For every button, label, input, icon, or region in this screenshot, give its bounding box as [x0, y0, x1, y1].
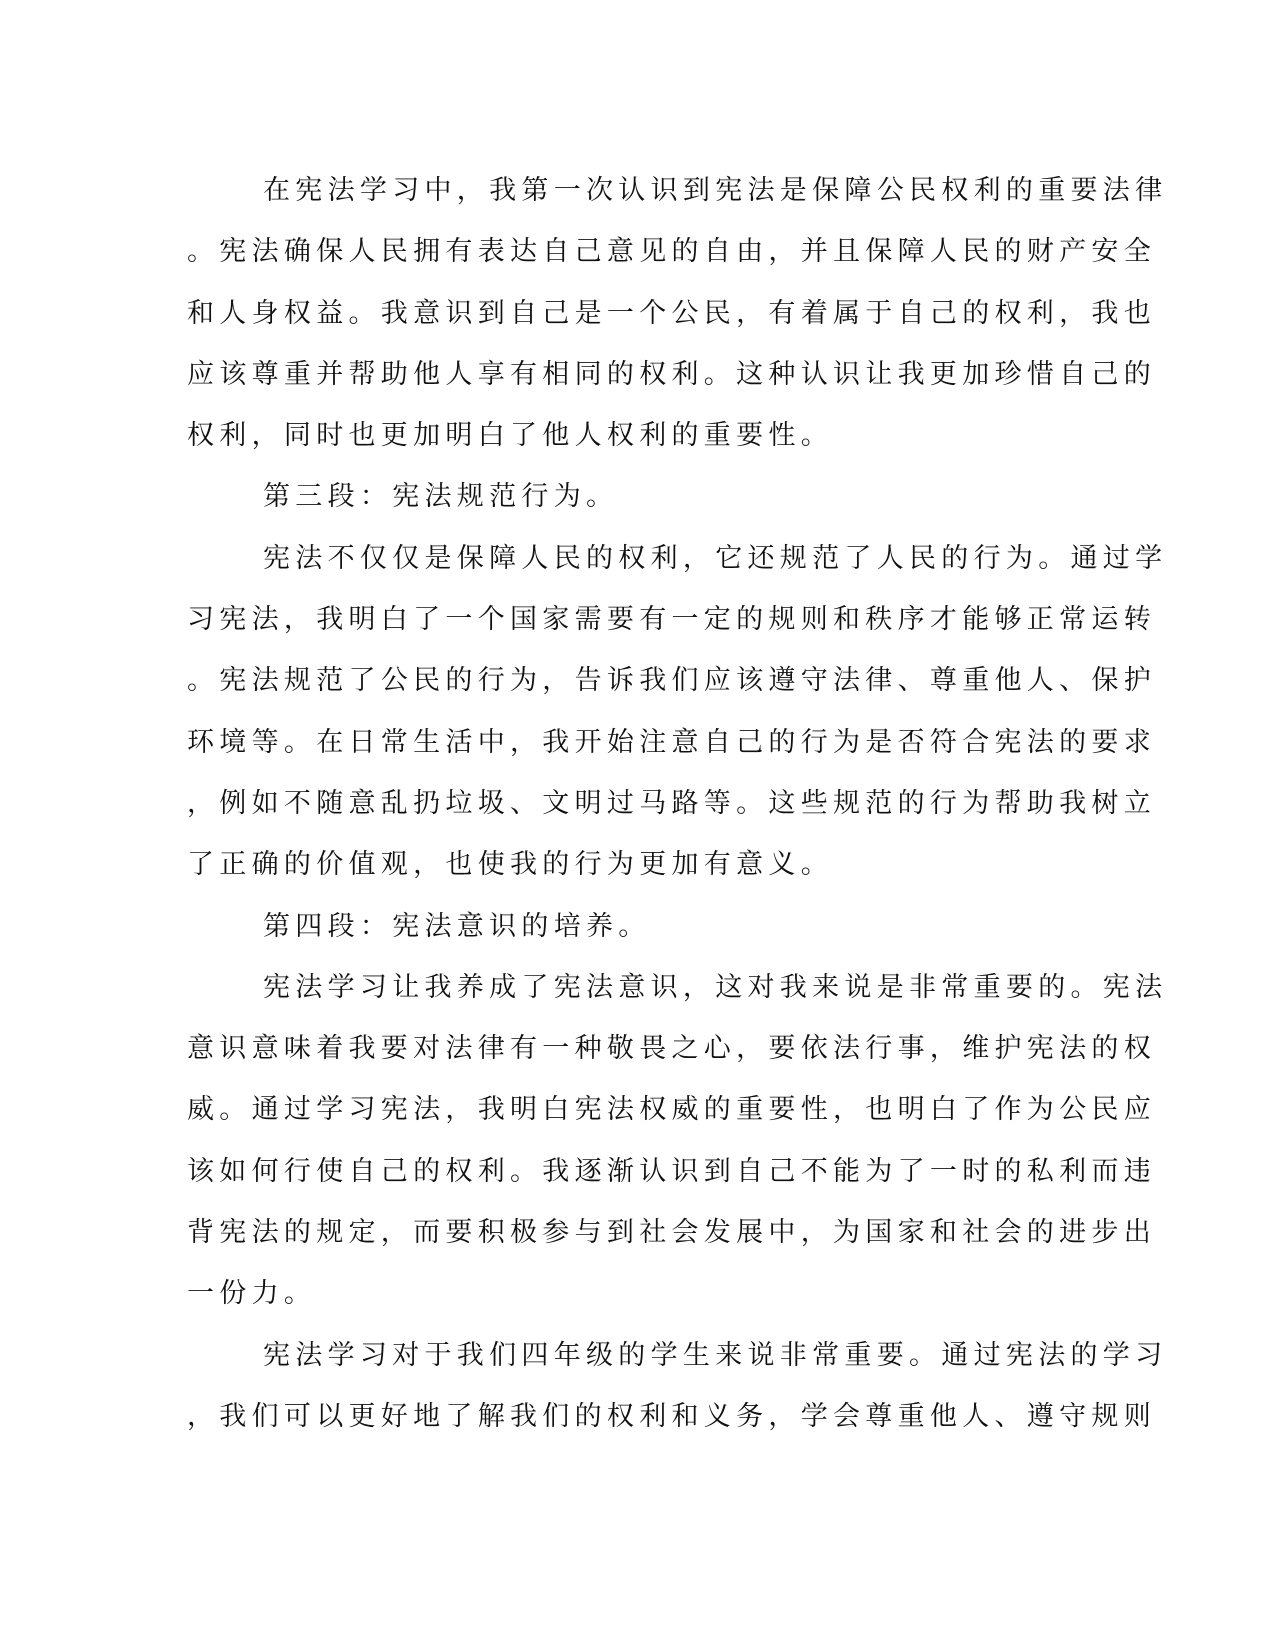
text-line: 宪法不仅仅是保障人民的权利，它还规范了人民的行为。通过学	[263, 542, 1168, 574]
text-line: 应该尊重并帮助他人享有相同的权利。这种认识让我更加珍惜自己的	[187, 358, 1156, 390]
text-line: 在宪法学习中，我第一次认识到宪法是保障公民权利的重要法律	[263, 175, 1168, 206]
text-line: 了正确的价值观，也使我的行为更加有意义。	[187, 849, 833, 881]
section-heading: 第三段：宪法规范行为。	[263, 481, 619, 513]
text-line: 宪法学习对于我们四年级的学生来说非常重要。通过宪法的学习	[263, 1339, 1168, 1371]
text-line: 。宪法确保人民拥有表达自己意见的自由，并且保障人民的财产安全	[187, 236, 1156, 268]
text-line: ，我们可以更好地了解我们的权利和义务，学会尊重他人、遵守规则	[187, 1400, 1156, 1432]
text-line: 背宪法的规定，而要积极参与到社会发展中，为国家和社会的进步出	[187, 1217, 1156, 1249]
text-line: 和人身权益。我意识到自己是一个公民，有着属于自己的权利，我也	[187, 297, 1156, 329]
text-line: 该如何行使自己的权利。我逐渐认识到自己不能为了一时的私利而违	[187, 1155, 1156, 1187]
text-line: 威。通过学习宪法，我明白宪法权威的重要性，也明白了作为公民应	[187, 1094, 1156, 1126]
text-line: 意识意味着我要对法律有一种敬畏之心，要依法行事，维护宪法的权	[187, 1033, 1156, 1065]
document-body	[187, 160, 1168, 1447]
text-line: 权利，同时也更加明白了他人权利的重要性。	[187, 420, 833, 452]
text-line: 宪法学习让我养成了宪法意识，这对我来说是非常重要的。宪法	[263, 971, 1168, 1003]
text-line: ，例如不随意乱扔垃圾、文明过马路等。这些规范的行为帮助我树立	[187, 787, 1156, 819]
text-line: 一份力。	[187, 1278, 317, 1310]
text-line: 环境等。在日常生活中，我开始注意自己的行为是否符合宪法的要求	[187, 726, 1156, 758]
section-heading: 第四段：宪法意识的培养。	[263, 910, 651, 942]
text-line: 。宪法规范了公民的行为，告诉我们应该遵守法律、尊重他人、保护	[187, 665, 1156, 697]
text-line: 习宪法，我明白了一个国家需要有一定的规则和秩序才能够正常运转	[187, 604, 1156, 636]
